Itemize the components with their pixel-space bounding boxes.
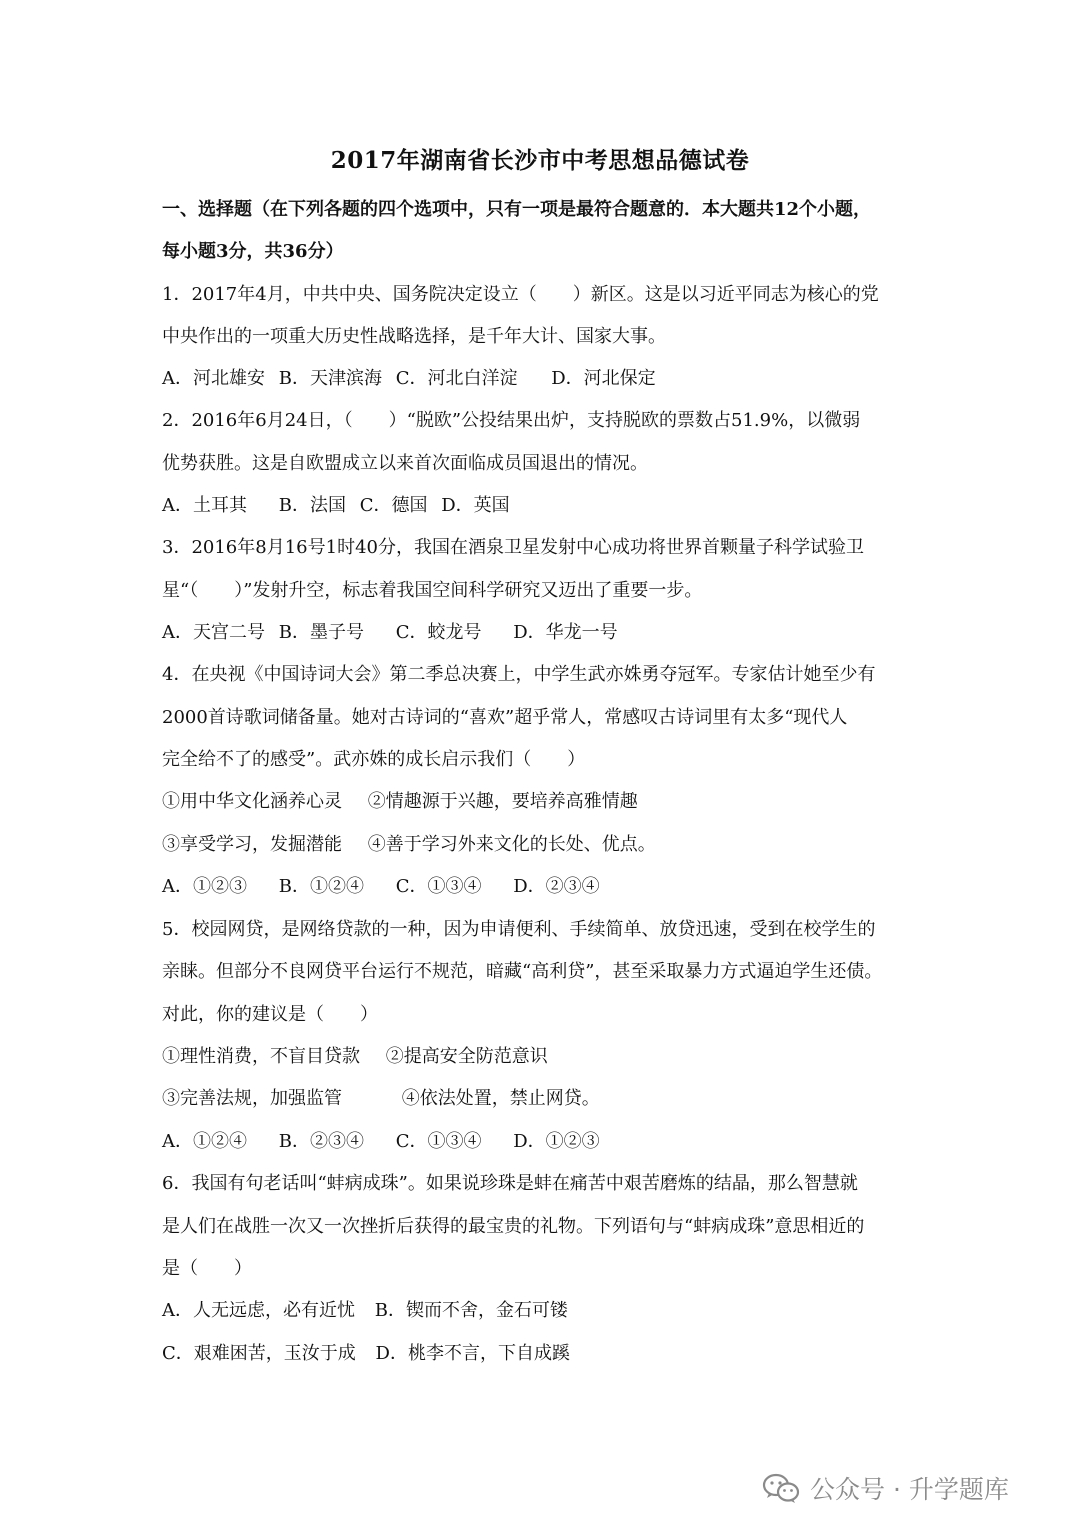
option-d: D．英国: [441, 495, 510, 516]
option-c: C．艰难困苦，玉汝于成: [162, 1343, 356, 1364]
option-a: A．人无远虑，必有近忧: [162, 1300, 355, 1321]
option-b: B．法国: [278, 495, 346, 516]
page-title: 2017年湖南省长沙市中考思想品德试卷: [330, 147, 750, 174]
option-a: A．土耳其: [162, 495, 247, 516]
option-d: D．②③④: [513, 876, 600, 897]
option-a: A．①②③: [162, 876, 247, 897]
option-c: C．蛟龙号: [395, 622, 482, 643]
option-b: B．锲而不舍，金石可镂: [374, 1300, 568, 1321]
watermark-text: 公众号 · 升学题库: [810, 1475, 1009, 1504]
statement-item: ①理性消费，不盲目贷款: [162, 1046, 360, 1067]
question-1-options: [162, 367, 656, 391]
question-5-text: 5．校园网贷，是网络贷款的一种，因为申请便利、手续简单、放贷迅速，受到在校学生的: [162, 919, 876, 940]
statement-item: ③完善法规，加强监管: [162, 1088, 342, 1109]
option-b: B．墨子号: [278, 622, 364, 643]
option-a: A．①②④: [162, 1131, 247, 1152]
question-5-text-cont: 亲睐。但部分不良网贷平台运行不规范，暗藏“高利贷”，甚至采取暴力方式逼迫学生还债。: [162, 961, 883, 982]
statement-item: ④依法处置，禁止网贷。: [401, 1088, 600, 1109]
option-b: B．①②④: [278, 876, 364, 897]
option-b: B．天津滨海: [278, 368, 382, 389]
question-3-text-cont: 星“（ ）”发射升空，标志着我国空间科学研究又迈出了重要一步。: [162, 580, 703, 601]
question-6-text: 6．我国有句老话叫“蚌病成珠”。如果说珍珠是蚌在痛苦中艰苦磨炼的结晶，那么智慧就: [162, 1173, 858, 1194]
wechat-icon: [762, 1472, 800, 1504]
question-4-text-cont2: 完全给不了的感受”。武亦姝的成长启示我们（ ）: [162, 749, 586, 770]
watermark: [762, 1468, 1009, 1508]
question-4-text: 4．在央视《中国诗词大会》第二季总决赛上，中学生武亦姝勇夺冠军。专家估计她至少有: [162, 664, 876, 685]
option-d: D．华龙一号: [513, 622, 618, 643]
question-5-items-row1: [162, 1045, 548, 1069]
option-d: D．桃李不言，下自成蹊: [375, 1343, 570, 1364]
option-d: D．河北保定: [551, 368, 656, 389]
question-6-options-row1: [162, 1299, 568, 1323]
question-5-items-row2: [162, 1087, 600, 1111]
question-6-text-cont2: 是（ ）: [162, 1258, 252, 1279]
question-2-text-cont: 优势获胜。这是自欧盟成立以来首次面临成员国退出的情况。: [162, 453, 648, 474]
question-3-text: 3．2016年8月16号1时40分，我国在酒泉卫星发射中心成功将世界首颗量子科学试验卫: [162, 537, 864, 558]
section-heading-cont: 每小题3分，共36分）: [162, 241, 344, 262]
option-a: A．河北雄安: [162, 368, 265, 389]
section-heading: 一、选择题（在下列各题的四个选项中，只有一项是最符合题意的．本大题共12个小题，: [162, 199, 872, 220]
question-6-text-cont: 是人们在战胜一次又一次挫折后获得的最宝贵的礼物。下列语句与“蚌病成珠”意思相近的: [162, 1216, 865, 1237]
statement-item: ②情趣源于兴趣，要培养高雅情趣: [367, 791, 638, 812]
option-b: B．②③④: [278, 1131, 364, 1152]
question-6-options-row2: [162, 1342, 570, 1366]
question-3-options: [162, 621, 618, 645]
statement-item: ②提高安全防范意识: [385, 1046, 548, 1067]
question-4-items-row1: [162, 790, 638, 814]
question-4-options: [162, 875, 600, 899]
statement-item: ①用中华文化涵养心灵: [162, 791, 342, 812]
statement-item: ④善于学习外来文化的长处、优点。: [367, 834, 656, 855]
question-2-options: [162, 494, 510, 518]
option-c: C．德国: [359, 495, 428, 516]
question-4-text-cont: 2000首诗歌词储备量。她对古诗词的“喜欢”超乎常人，常感叹古诗词里有太多“现代人: [162, 707, 848, 728]
question-1-text: 1．2017年4月，中共中央、国务院决定设立（ ）新区。这是以习近平同志为核心的党: [162, 284, 879, 305]
option-c: C．河北白洋淀: [395, 368, 518, 389]
question-5-options: [162, 1130, 600, 1154]
question-5-text-cont2: 对此，你的建议是（ ）: [162, 1004, 378, 1025]
option-d: D．①②③: [513, 1131, 600, 1152]
option-c: C．①③④: [395, 876, 482, 897]
statement-item: ③享受学习，发掘潜能: [162, 834, 342, 855]
option-a: A．天宫二号: [162, 622, 265, 643]
question-1-text-cont: 中央作出的一项重大历史性战略选择，是千年大计、国家大事。: [162, 326, 666, 347]
question-4-items-row2: [162, 833, 656, 857]
question-2-text: 2．2016年6月24日，（ ）“脱欧”公投结果出炉，支持脱欧的票数占51.9%，以微弱: [162, 410, 861, 431]
option-c: C．①③④: [395, 1131, 482, 1152]
